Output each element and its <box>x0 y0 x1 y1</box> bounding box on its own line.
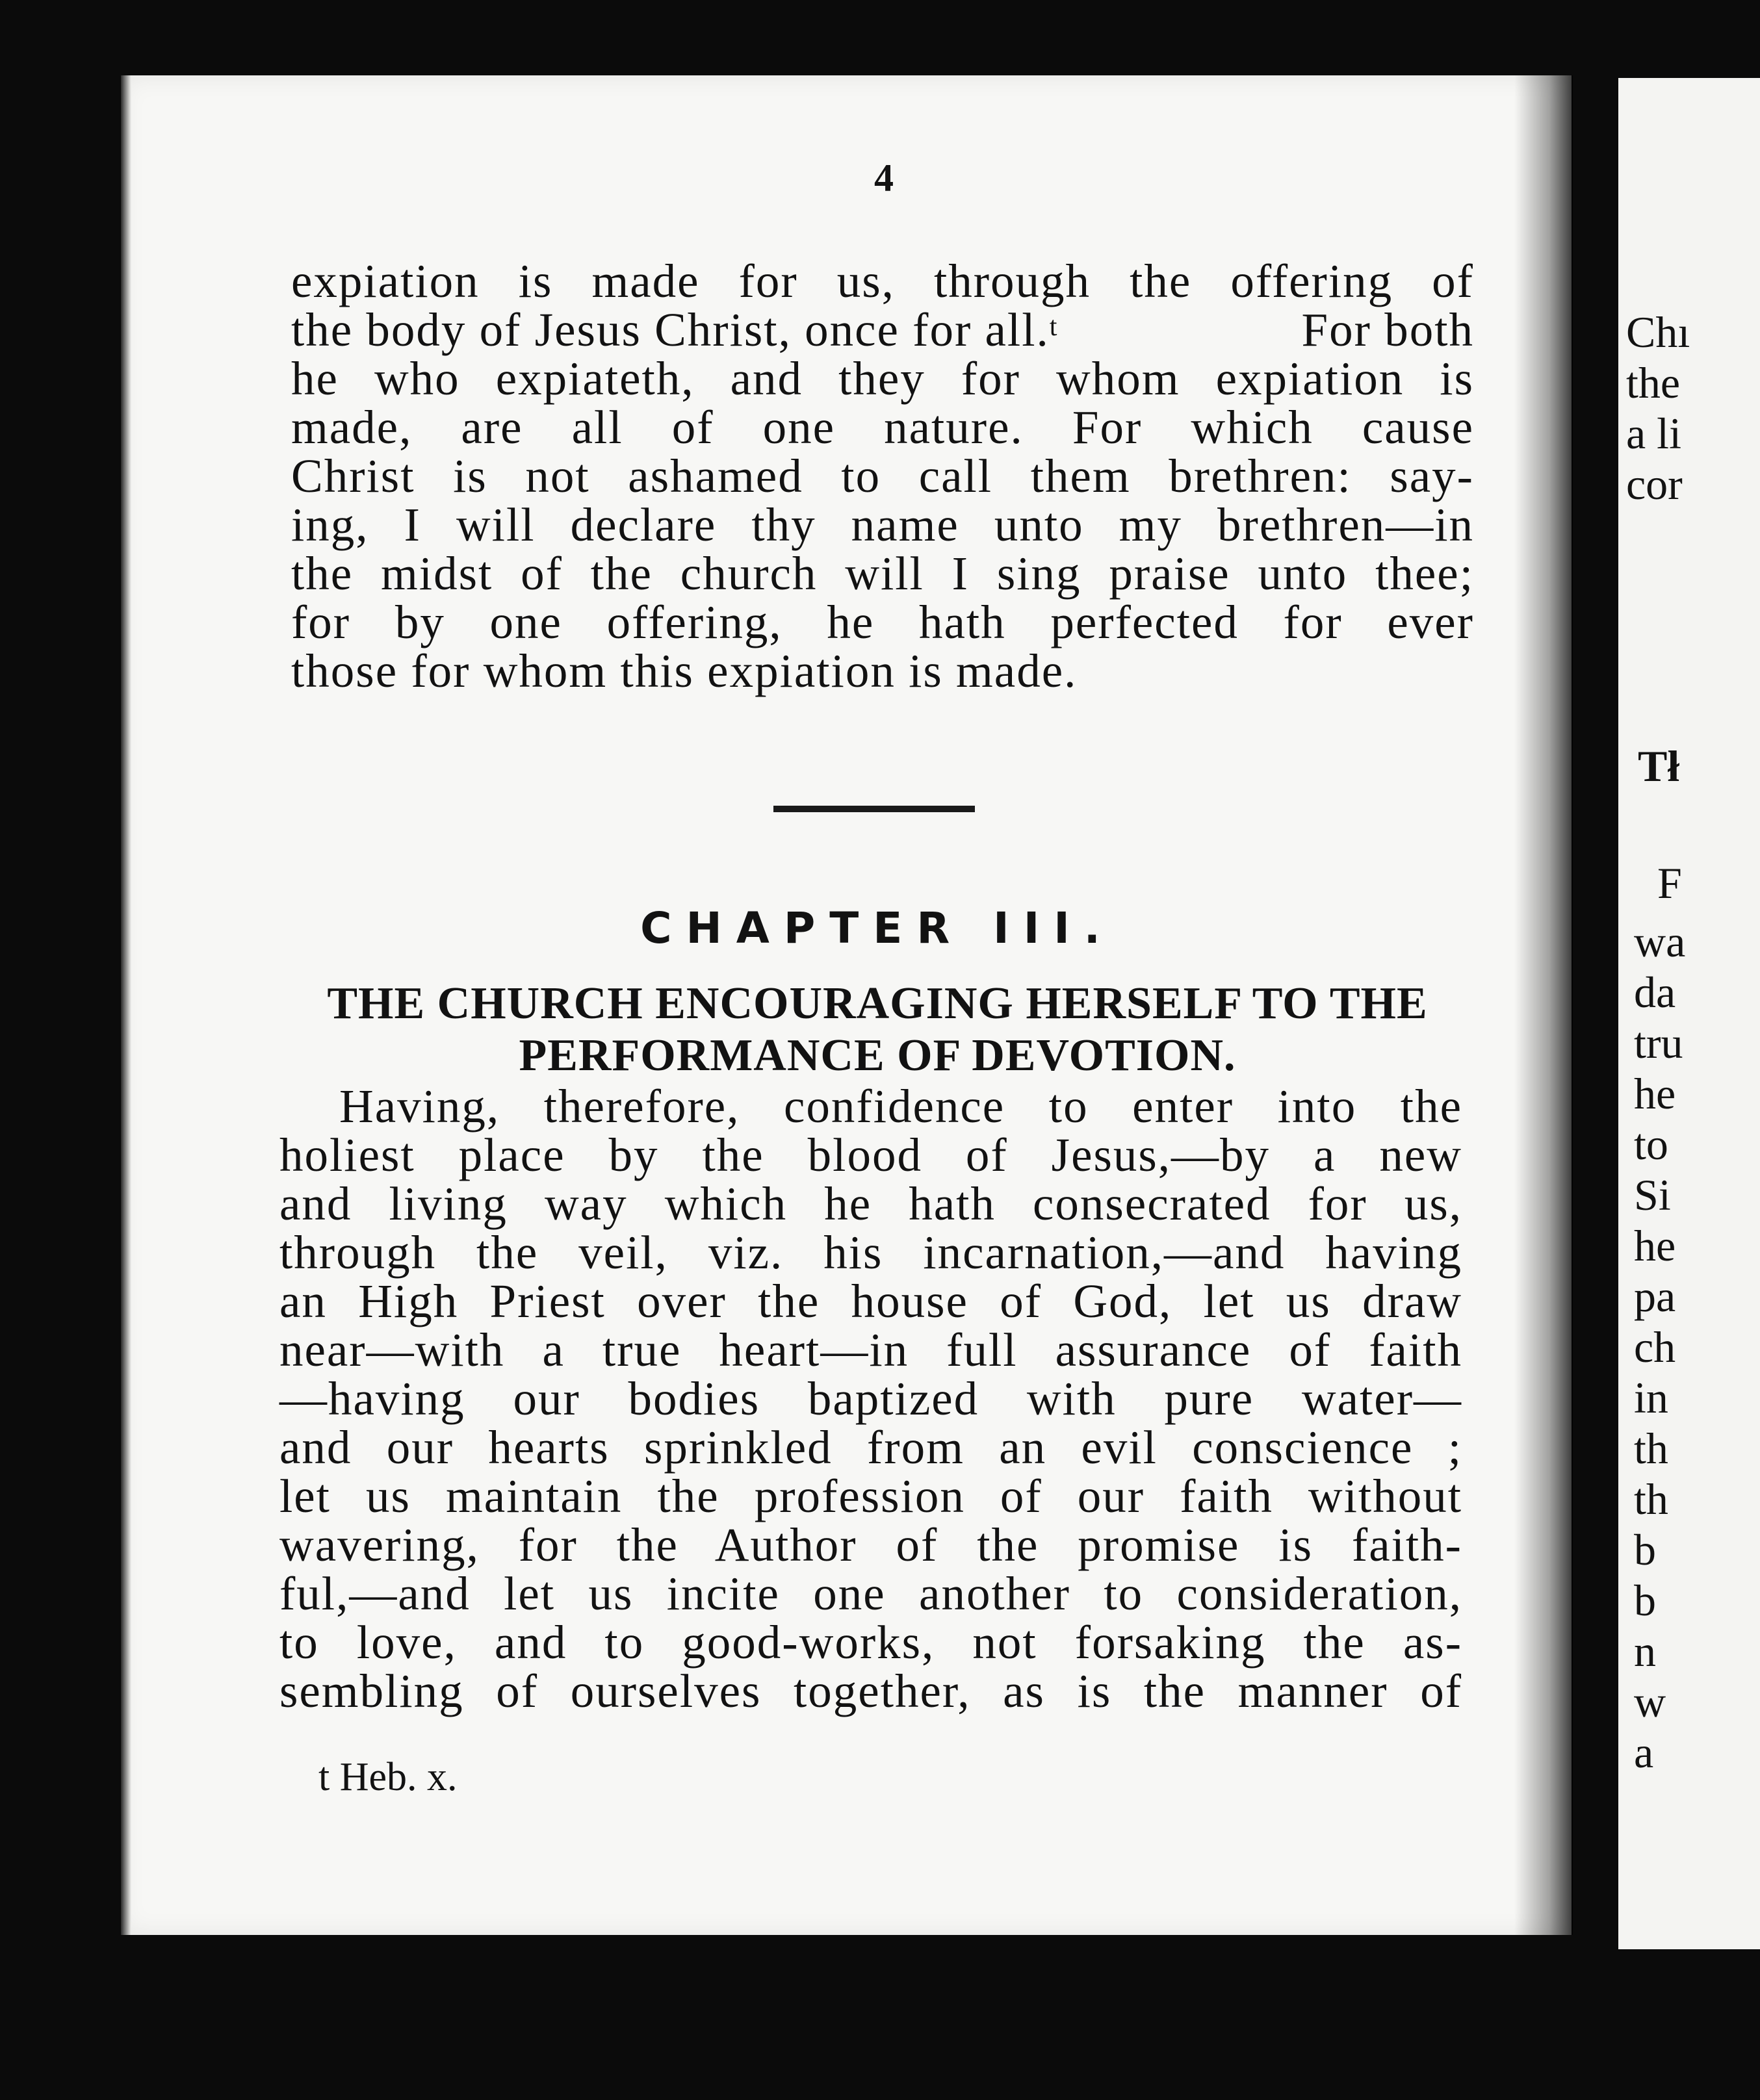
text-line: the body of Jesus Christ, once for all. <box>291 303 1050 356</box>
chapter-heading-line: PERFORMANCE OF DEVOTION. <box>519 1031 1236 1081</box>
chapter-heading <box>279 978 1475 1082</box>
facing-fragment: the <box>1626 358 1681 407</box>
text-line: Having, therefore, confidence to enter into the <box>339 1080 1462 1133</box>
facing-fragment: n <box>1634 1626 1656 1676</box>
text-line: near—with a true heart—in full assurance of faith <box>279 1324 1462 1376</box>
facing-fragment: F <box>1657 858 1682 908</box>
facing-fragment: th <box>1634 1424 1668 1473</box>
facing-fragment: Chı <box>1626 307 1690 357</box>
text-line: expiation is made for us, through the offering of <box>291 255 1474 307</box>
text-line-tail: For both <box>1301 303 1474 356</box>
section-divider <box>773 806 975 812</box>
text-line: holiest place by the blood of Jesus,—by a new <box>279 1129 1462 1181</box>
facing-fragment: pa <box>1634 1272 1676 1321</box>
text-line: and our hearts sprinkled from an evil conscience ; <box>279 1421 1462 1474</box>
facing-fragment: cor <box>1626 459 1683 509</box>
facing-fragment: w <box>1634 1677 1666 1726</box>
facing-fragment: da <box>1634 967 1676 1017</box>
footnote-marker: t <box>1049 312 1059 342</box>
facing-fragment: to <box>1634 1120 1668 1169</box>
facing-fragment: a li <box>1626 409 1681 458</box>
text-line: ing, I will declare thy name unto my brethren—in <box>291 498 1474 551</box>
text-line-with-footnote <box>291 305 1474 354</box>
facing-fragment: Si <box>1634 1170 1671 1220</box>
facing-fragment: tru <box>1634 1018 1683 1068</box>
facing-fragment: th <box>1634 1474 1668 1524</box>
paragraph-expiation <box>291 257 1474 695</box>
text-line: to love, and to good-works, not forsaking the as- <box>279 1616 1462 1669</box>
facing-fragment: ch <box>1634 1322 1676 1372</box>
facing-fragment: he <box>1634 1221 1676 1270</box>
text-line: sembling of ourselves together, as is the manner of <box>279 1665 1462 1717</box>
text-line: the midst of the church will I sing praise unto thee; <box>291 547 1474 600</box>
text-line: he who expiateth, and they for whom expiation is <box>291 352 1474 405</box>
chapter-label: CHAPTER III. <box>640 903 1115 953</box>
footnote: t Heb. x. <box>318 1755 458 1799</box>
text-line: an High Priest over the house of God, let us draw <box>279 1275 1462 1327</box>
text-line: let us maintain the profession of our faith without <box>279 1470 1462 1522</box>
text-line: wavering, for the Author of the promise is faith- <box>279 1518 1462 1571</box>
paragraph-devotion <box>279 1082 1462 1715</box>
text-line: those for whom this expiation is made. <box>291 645 1078 697</box>
facing-fragment: b <box>1634 1525 1656 1574</box>
text-line: made, are all of one nature. For which cause <box>291 401 1474 454</box>
text-line: ful,—and let us incite one another to consideration, <box>279 1567 1462 1620</box>
facing-fragment: wa <box>1634 917 1686 966</box>
facing-fragment: he <box>1634 1069 1676 1118</box>
page-number: 4 <box>874 157 894 199</box>
text-line: Christ is not ashamed to call them brethren: say- <box>291 450 1474 502</box>
text-line: and living way which he hath consecrated for us, <box>279 1177 1462 1230</box>
chapter-heading-line: THE CHURCH ENCOURAGING HERSELF TO THE <box>327 979 1428 1029</box>
text-line: —having our bodies baptized with pure water— <box>279 1372 1462 1425</box>
facing-page <box>1618 78 1760 1949</box>
facing-fragment: in <box>1634 1373 1668 1422</box>
text-line: for by one offering, he hath perfected for ever <box>291 596 1474 648</box>
facing-fragment: b <box>1634 1576 1656 1625</box>
facing-fragment: Tł <box>1638 741 1680 791</box>
text-line: through the veil, viz. his incarnation,—and having <box>279 1226 1462 1279</box>
page-left-edge <box>121 75 131 1935</box>
spine-shadow <box>1514 75 1573 1935</box>
facing-fragment: a <box>1634 1728 1654 1777</box>
